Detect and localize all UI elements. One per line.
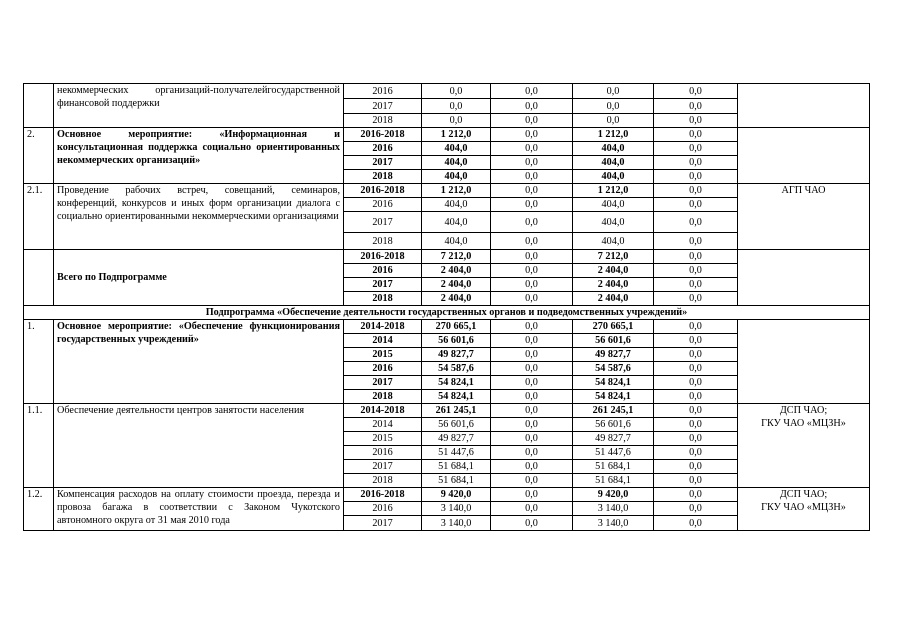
total-cell: 2 404,0	[422, 292, 491, 306]
year-cell: 2014-2018	[344, 320, 422, 334]
item-number	[24, 250, 54, 306]
year-cell: 2018	[344, 474, 422, 488]
year-cell: 2017	[344, 460, 422, 474]
regional-cell: 7 212,0	[573, 250, 654, 264]
responsible-cell	[738, 320, 870, 404]
year-cell: 2017	[344, 278, 422, 292]
other-cell: 0,0	[654, 390, 738, 404]
table-row	[24, 128, 870, 142]
other-cell: 0,0	[654, 502, 738, 516]
regional-cell: 0,0	[573, 114, 654, 128]
responsible-cell	[738, 250, 870, 306]
other-cell: 0,0	[654, 292, 738, 306]
regional-cell: 54 824,1	[573, 390, 654, 404]
year-cell: 2017	[344, 516, 422, 531]
total-cell: 54 587,6	[422, 362, 491, 376]
other-cell: 0,0	[654, 446, 738, 460]
responsible-cell: ДСП ЧАО; ГКУ ЧАО «МЦЗН»	[738, 404, 870, 488]
year-cell: 2018	[344, 292, 422, 306]
regional-cell: 2 404,0	[573, 278, 654, 292]
other-cell: 0,0	[654, 156, 738, 170]
total-cell: 56 601,6	[422, 418, 491, 432]
year-cell: 2015	[344, 432, 422, 446]
item-number: 2.	[24, 128, 54, 184]
table-row	[24, 84, 870, 99]
regional-cell: 54 587,6	[573, 362, 654, 376]
other-cell: 0,0	[654, 99, 738, 114]
regional-cell: 49 827,7	[573, 432, 654, 446]
table-row	[24, 184, 870, 198]
total-cell: 2 404,0	[422, 278, 491, 292]
federal-cell: 0,0	[491, 432, 573, 446]
table-row	[24, 320, 870, 334]
regional-cell: 56 601,6	[573, 418, 654, 432]
regional-cell: 54 824,1	[573, 376, 654, 390]
other-cell: 0,0	[654, 460, 738, 474]
year-cell: 2017	[344, 99, 422, 114]
total-cell: 404,0	[422, 170, 491, 184]
year-cell: 2016	[344, 84, 422, 99]
total-cell: 404,0	[422, 156, 491, 170]
federal-cell: 0,0	[491, 142, 573, 156]
other-cell: 0,0	[654, 250, 738, 264]
year-cell: 2018	[344, 233, 422, 250]
item-number: 1.1.	[24, 404, 54, 488]
regional-cell: 56 601,6	[573, 334, 654, 348]
total-cell: 2 404,0	[422, 264, 491, 278]
federal-cell: 0,0	[491, 460, 573, 474]
table-row	[24, 404, 870, 418]
federal-cell: 0,0	[491, 362, 573, 376]
regional-cell: 51 684,1	[573, 474, 654, 488]
year-cell: 2016-2018	[344, 184, 422, 198]
total-cell: 404,0	[422, 212, 491, 233]
other-cell: 0,0	[654, 84, 738, 99]
total-cell: 404,0	[422, 142, 491, 156]
other-cell: 0,0	[654, 114, 738, 128]
total-cell: 51 684,1	[422, 474, 491, 488]
federal-cell: 0,0	[491, 212, 573, 233]
other-cell: 0,0	[654, 170, 738, 184]
year-cell: 2014-2018	[344, 404, 422, 418]
year-cell: 2018	[344, 390, 422, 404]
federal-cell: 0,0	[491, 376, 573, 390]
total-cell: 51 684,1	[422, 460, 491, 474]
federal-cell: 0,0	[491, 264, 573, 278]
item-description: Обеспечение деятельности центров занятости населения	[54, 404, 344, 488]
year-cell: 2014	[344, 334, 422, 348]
year-cell: 2015	[344, 348, 422, 362]
year-cell: 2016	[344, 502, 422, 516]
regional-cell: 2 404,0	[573, 264, 654, 278]
regional-cell: 261 245,1	[573, 404, 654, 418]
subprogram-title: Подпрограмма «Обеспечение деятельности государственных органов и подведомственных учреждений»	[24, 306, 870, 320]
item-number	[24, 84, 54, 128]
other-cell: 0,0	[654, 212, 738, 233]
item-number: 2.1.	[24, 184, 54, 250]
federal-cell: 0,0	[491, 446, 573, 460]
total-cell: 51 447,6	[422, 446, 491, 460]
total-cell: 3 140,0	[422, 516, 491, 531]
regional-cell: 0,0	[573, 99, 654, 114]
other-cell: 0,0	[654, 128, 738, 142]
federal-cell: 0,0	[491, 390, 573, 404]
other-cell: 0,0	[654, 418, 738, 432]
federal-cell: 0,0	[491, 99, 573, 114]
total-cell: 54 824,1	[422, 390, 491, 404]
other-cell: 0,0	[654, 142, 738, 156]
regional-cell: 51 684,1	[573, 460, 654, 474]
other-cell: 0,0	[654, 278, 738, 292]
federal-cell: 0,0	[491, 84, 573, 99]
year-cell: 2016	[344, 142, 422, 156]
federal-cell: 0,0	[491, 250, 573, 264]
other-cell: 0,0	[654, 376, 738, 390]
year-cell: 2017	[344, 212, 422, 233]
total-cell: 270 665,1	[422, 320, 491, 334]
federal-cell: 0,0	[491, 278, 573, 292]
total-cell: 261 245,1	[422, 404, 491, 418]
regional-cell: 404,0	[573, 170, 654, 184]
total-cell: 49 827,7	[422, 348, 491, 362]
federal-cell: 0,0	[491, 170, 573, 184]
total-cell: 0,0	[422, 99, 491, 114]
regional-cell: 404,0	[573, 212, 654, 233]
total-cell: 7 212,0	[422, 250, 491, 264]
total-cell: 49 827,7	[422, 432, 491, 446]
regional-cell: 404,0	[573, 142, 654, 156]
year-cell: 2018	[344, 114, 422, 128]
other-cell: 0,0	[654, 184, 738, 198]
regional-cell: 9 420,0	[573, 488, 654, 502]
other-cell: 0,0	[654, 516, 738, 531]
other-cell: 0,0	[654, 198, 738, 212]
other-cell: 0,0	[654, 488, 738, 502]
total-cell: 54 824,1	[422, 376, 491, 390]
year-cell: 2016-2018	[344, 488, 422, 502]
federal-cell: 0,0	[491, 292, 573, 306]
regional-cell: 1 212,0	[573, 128, 654, 142]
year-cell: 2016	[344, 446, 422, 460]
other-cell: 0,0	[654, 432, 738, 446]
federal-cell: 0,0	[491, 488, 573, 502]
federal-cell: 0,0	[491, 233, 573, 250]
other-cell: 0,0	[654, 233, 738, 250]
total-cell: 0,0	[422, 114, 491, 128]
item-number: 1.2.	[24, 488, 54, 531]
regional-cell: 1 212,0	[573, 184, 654, 198]
total-cell: 404,0	[422, 198, 491, 212]
total-cell: 0,0	[422, 84, 491, 99]
other-cell: 0,0	[654, 362, 738, 376]
year-cell: 2016	[344, 198, 422, 212]
year-cell: 2017	[344, 376, 422, 390]
subprogram-header-row	[24, 306, 870, 320]
table-row	[24, 250, 870, 264]
regional-cell: 3 140,0	[573, 502, 654, 516]
regional-cell: 270 665,1	[573, 320, 654, 334]
other-cell: 0,0	[654, 474, 738, 488]
other-cell: 0,0	[654, 348, 738, 362]
federal-cell: 0,0	[491, 198, 573, 212]
regional-cell: 404,0	[573, 156, 654, 170]
regional-cell: 404,0	[573, 198, 654, 212]
federal-cell: 0,0	[491, 502, 573, 516]
responsible-cell	[738, 84, 870, 128]
regional-cell: 3 140,0	[573, 516, 654, 531]
year-cell: 2017	[344, 156, 422, 170]
regional-cell: 404,0	[573, 233, 654, 250]
other-cell: 0,0	[654, 264, 738, 278]
regional-cell: 49 827,7	[573, 348, 654, 362]
other-cell: 0,0	[654, 334, 738, 348]
total-cell: 1 212,0	[422, 128, 491, 142]
regional-cell: 0,0	[573, 84, 654, 99]
year-cell: 2016	[344, 362, 422, 376]
federal-cell: 0,0	[491, 128, 573, 142]
federal-cell: 0,0	[491, 156, 573, 170]
federal-cell: 0,0	[491, 348, 573, 362]
item-description: Основное мероприятие: «Обеспечение функционирования государственных учреждений»	[54, 320, 344, 404]
item-number: 1.	[24, 320, 54, 404]
federal-cell: 0,0	[491, 404, 573, 418]
federal-cell: 0,0	[491, 114, 573, 128]
federal-cell: 0,0	[491, 516, 573, 531]
other-cell: 0,0	[654, 404, 738, 418]
item-description: некоммерческих организаций-получателейгосударственной финансовой поддержки	[54, 84, 344, 128]
regional-cell: 51 447,6	[573, 446, 654, 460]
item-description: Компенсация расходов на оплату стоимости проезда, перезда и провоза багажа в соответствии с Законом Чукотского автономного округа от 31 мая 2010 года	[54, 488, 344, 531]
item-description: Проведение рабочих встреч, совещаний, семинаров, конференций, конкурсов и иных форм организации диалога с социально ориентированными некоммерческими организациями	[54, 184, 344, 250]
total-cell: 3 140,0	[422, 502, 491, 516]
total-cell: 1 212,0	[422, 184, 491, 198]
other-cell: 0,0	[654, 320, 738, 334]
responsible-cell	[738, 128, 870, 184]
item-description: Всего по Подпрограмме	[54, 250, 344, 306]
year-cell: 2016	[344, 264, 422, 278]
total-cell: 404,0	[422, 233, 491, 250]
federal-cell: 0,0	[491, 474, 573, 488]
year-cell: 2016-2018	[344, 250, 422, 264]
federal-cell: 0,0	[491, 334, 573, 348]
regional-cell: 2 404,0	[573, 292, 654, 306]
year-cell: 2016-2018	[344, 128, 422, 142]
total-cell: 9 420,0	[422, 488, 491, 502]
year-cell: 2018	[344, 170, 422, 184]
table-row	[24, 488, 870, 502]
total-cell: 56 601,6	[422, 334, 491, 348]
year-cell: 2014	[344, 418, 422, 432]
federal-cell: 0,0	[491, 418, 573, 432]
federal-cell: 0,0	[491, 184, 573, 198]
responsible-cell: АГП ЧАО	[738, 184, 870, 250]
responsible-cell: ДСП ЧАО; ГКУ ЧАО «МЦЗН»	[738, 488, 870, 531]
federal-cell: 0,0	[491, 320, 573, 334]
budget-table	[23, 83, 870, 531]
item-description: Основное мероприятие: «Информационная и консультационная поддержка социально ориентированных некоммерческих организаций»	[54, 128, 344, 184]
